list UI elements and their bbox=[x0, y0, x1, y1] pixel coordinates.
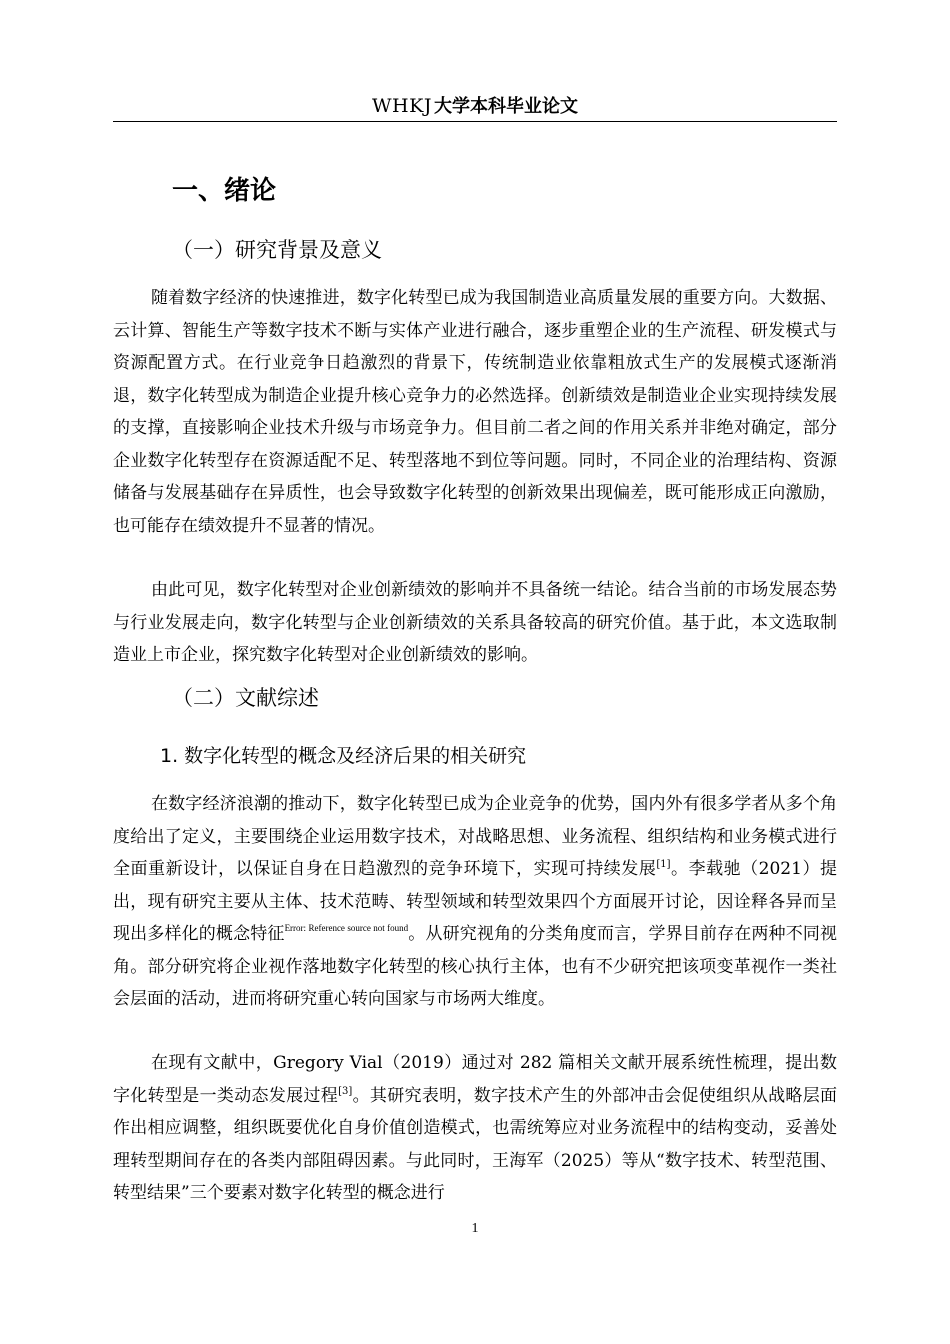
paragraph-literature-2 bbox=[113, 1047, 837, 1210]
chapter-title: 一、绪论 bbox=[172, 176, 277, 206]
subsection-title-digital-transformation: 1. 数字化转型的概念及经济后果的相关研究 bbox=[160, 745, 527, 767]
paragraph-text: 在数字经济浪潮的推动下，数字化转型已成为企业竞争的优势，国内外有很多学者从多个角度给出了定义，主要围绕企业运用数字技术，对战略思想、业务流程、组织结构和业务模式进行全面重新设计，以保证自身在日趋激烈的竞争环境下，实现可持续发展 bbox=[113, 794, 837, 879]
citation-ref-1[interactable]: [1] bbox=[656, 859, 671, 870]
header-brand: WHKJ bbox=[372, 95, 432, 117]
paragraph-background-2: 由此可见，数字化转型对企业创新绩效的影响并不具备统一结论。结合当前的市场发展态势与行业发展走向，数字化转型与企业创新绩效的关系具备较高的研究价值。基于此，本文选取制造业上市企业，探究数字化转型对企业创新绩效的影响。 bbox=[113, 580, 837, 665]
reference-error-note: Error: Reference source not found bbox=[284, 923, 409, 933]
page-number: 1 bbox=[471, 1221, 479, 1236]
paragraph-literature-1 bbox=[113, 788, 837, 1016]
citation-ref-3[interactable]: [3] bbox=[338, 1085, 353, 1097]
header-title: 大学本科毕业论文 bbox=[433, 96, 578, 117]
paragraph-background-1: 随着数字经济的快速推进，数字化转型已成为我国制造业高质量发展的重要方向。大数据、云计算、智能生产等数字技术不断与实体产业进行融合，逐步重塑企业的生产流程、研发模式与资源配置方式。在行业竞争日趋激烈的背景下，传统制造业依靠粗放式生产的发展模式逐渐消退，数字化转型成为制造企业提升核心竞争力的必然选择。创新绩效是制造业企业实现持续发展的支撑，直接影响企业技术升级与市场竞争力。但目前二者之间的作用关系并非绝对确定，部分企业数字化转型存在资源适配不足、转型落地不到位等问题。同时，不同企业的治理结构、资源储备与发展基础存在异质性，也会导致数字化转型的创新效果出现偏差，既可能形成正向激励，也可能存在绩效提升不显著的情况。 bbox=[113, 288, 837, 536]
section-title-background: （一）研究背景及意义 bbox=[172, 238, 382, 262]
paragraph-text: 在现有文献中，Gregory Vial（2019）通过对 282 篇相关文献开展系统性梳理，提出数字化转型是一类动态发展过程 bbox=[113, 1053, 837, 1106]
section-title-literature-review: （二）文献综述 bbox=[172, 686, 319, 710]
page-header bbox=[113, 94, 837, 122]
paragraph-text: 。李载驰（2021）提出，现有研究主要从主体、技术范畴、转型领域和转型效果四个方面展开讨论，因诠释各异而呈现出多样化的概念特征 bbox=[113, 859, 837, 944]
paragraph-text: 。从研究视角的分类角度而言，学界目前存在两种不同视角。部分研究将企业视作落地数字化转型的核心执行主体，也有不少研究把该项变革视作一类社会层面的活动，进而将研究重心转向国家与市场两大维度。 bbox=[113, 924, 838, 1009]
paragraph-text: 。其研究表明，数字技术产生的外部冲击会促使组织从战略层面作出相应调整，组织既要优化自身价值创造模式，也需统筹应对业务流程中的结构变动，妥善处理转型期间存在的各类内部阻碍因素。与此同时，王海军（2025）等从“数字技术、转型范围、转型结果”三个要素对数字化转型的概念进行 bbox=[113, 1085, 838, 1203]
